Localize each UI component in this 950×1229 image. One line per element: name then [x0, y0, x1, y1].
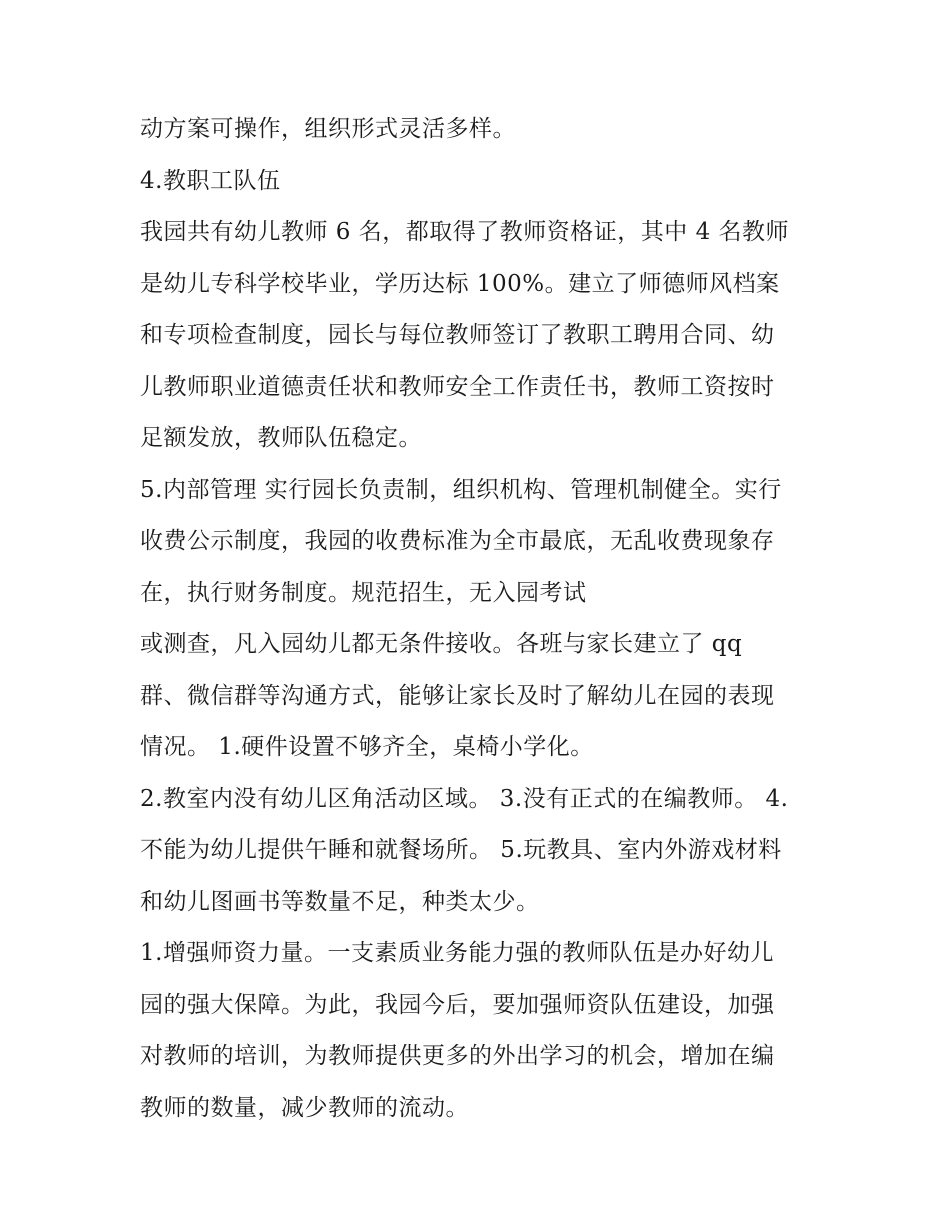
- text-line: 和专项检查制度，园长与每位教师签订了教职工聘用合同、幼: [140, 322, 775, 348]
- text-line: 我园共有幼儿教师 6 名，都取得了教师资格证，其中 4 名教师: [140, 219, 790, 245]
- text-line: 或测查，凡入园幼儿都无条件接收。各班与家长建立了 qq: [140, 631, 743, 657]
- text-line: 对教师的培训，为教师提供更多的外出学习的机会，增加在编: [140, 1043, 775, 1069]
- document-body: [140, 104, 830, 1134]
- text-line: 动方案可操作，组织形式灵活多样。: [140, 116, 516, 142]
- text-line: 1.增强师资力量。一支素质业务能力强的教师队伍是办好幼儿: [140, 940, 774, 966]
- text-line: 2.教室内没有幼儿区角活动区域。 3.没有正式的在编教师。 4.: [140, 785, 789, 812]
- text-line: 儿教师职业道德责任状和教师安全工作责任书，教师工资按时: [140, 373, 775, 400]
- text-line: 群、微信群等沟通方式，能够让家长及时了解幼儿在园的表现: [140, 682, 775, 709]
- text-line: 情况。 1.硬件设置不够齐全，桌椅小学化。: [140, 734, 594, 760]
- text-line: 不能为幼儿提供午睡和就餐场所。 5.玩教具、室内外游戏材料: [140, 837, 782, 863]
- text-line: 园的强大保障。为此，我园今后，要加强师资队伍建设，加强: [140, 991, 775, 1018]
- text-line: 足额发放，教师队伍稳定。: [140, 425, 422, 451]
- text-line: 5.内部管理 实行园长负责制，组织机构、管理机制健全。实行: [140, 476, 782, 503]
- text-line: 教师的数量，减少教师的流动。: [140, 1094, 469, 1121]
- text-line: 和幼儿图画书等数量不足，种类太少。: [140, 888, 540, 915]
- text-line: 在，执行财务制度。规范招生，无入园考试: [140, 579, 587, 606]
- section-heading: 4.教职工队伍: [140, 167, 281, 194]
- text-line: 收费公示制度，我园的收费标准为全市最底，无乱收费现象存: [140, 528, 775, 554]
- text-line: 是幼儿专科学校毕业，学历达标 100%。建立了师德师风档案: [140, 270, 780, 297]
